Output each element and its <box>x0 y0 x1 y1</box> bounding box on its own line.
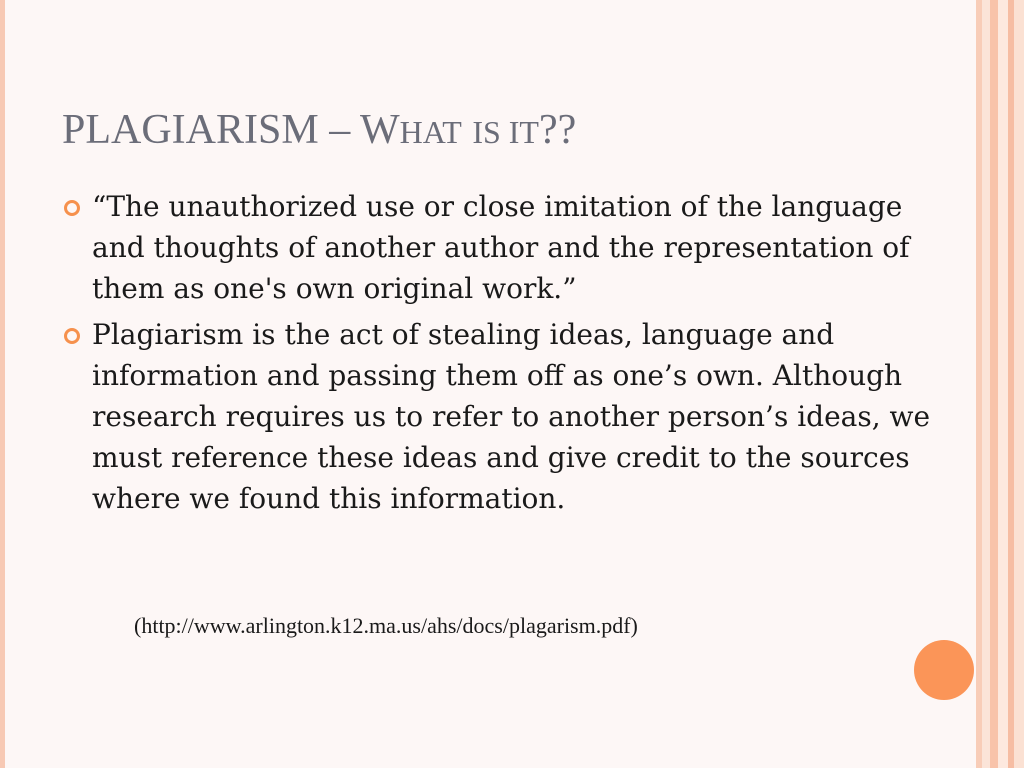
slide-title <box>62 106 576 154</box>
orange-circle-icon <box>914 640 974 700</box>
stripe <box>982 0 990 768</box>
title-space <box>462 107 473 153</box>
title-suffix: ?? <box>538 107 577 153</box>
title-main: PLAGIARISM – W <box>62 107 400 153</box>
left-border-decoration <box>0 0 5 768</box>
right-stripes-decoration <box>976 0 1024 768</box>
bullet-text: Plagiarism is the act of stealing ideas, language and information and passing them off as one’s own. Although research requires us to refer to another person’s ideas, we must reference these ideas and give credit to the sources where we found this information. <box>92 318 931 515</box>
bullet-list <box>62 186 942 524</box>
stripe <box>990 0 998 768</box>
ring-bullet-icon <box>64 200 80 216</box>
bullet-text: “The unauthorized use or close imitation of the language and thoughts of another author and the representation of them as one's own original work.” <box>92 190 910 305</box>
ring-bullet-icon <box>64 328 80 344</box>
stripe <box>1014 0 1024 768</box>
bullet-item <box>62 314 942 519</box>
title-smallcaps-2: IS IT <box>472 114 539 150</box>
stripe <box>998 0 1008 768</box>
bullet-item <box>62 186 942 309</box>
title-smallcaps-1: HAT <box>399 114 462 150</box>
citation: (http://www.arlington.k12.ma.us/ahs/docs/plagarism.pdf) <box>134 613 638 638</box>
